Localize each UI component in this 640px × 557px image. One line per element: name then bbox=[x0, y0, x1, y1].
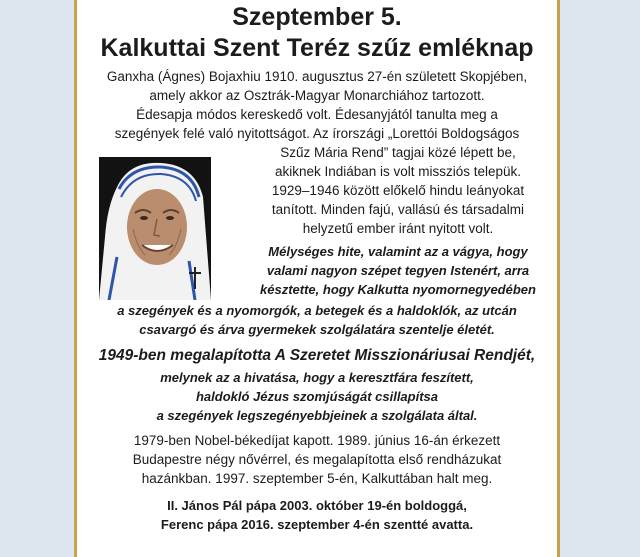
canonization-line: Ferenc pápa 2016. szeptember 4-én szentté avatta. bbox=[160, 517, 474, 532]
bio-line: Édesapja módos kereskedő volt. Édesanyjától tanulta meg a bbox=[136, 107, 498, 122]
nobel-line: Budapestre négy nővérrel, és megalapította első rendházukat bbox=[132, 452, 502, 467]
document-frame bbox=[74, 0, 560, 557]
title-date: Szeptember 5. bbox=[232, 3, 402, 31]
title-feast: Kalkuttai Szent Teréz szűz emléknap bbox=[100, 34, 534, 62]
bio-line: Ganxha (Ágnes) Bojaxhiu 1910. augusztus 27-én született Skopjében, bbox=[106, 69, 528, 84]
faith-line: csavargó és árva gyermekek szolgálatára szentelje életét. bbox=[139, 322, 495, 337]
order-line: haldokló Jézus szomjúságát csillapítsa bbox=[195, 389, 439, 404]
faith-line: valami nagyon szépet tegyen Istenért, arra bbox=[266, 263, 530, 278]
faith-line: a szegények és a nyomorgók, a betegek és a haldoklók, az utcán bbox=[117, 303, 517, 318]
order-heading: 1949-ben megalapította A Szeretet Misszionáriusai Rendjét, bbox=[98, 347, 536, 364]
bio-line: helyzetű ember iránt nyitott volt. bbox=[302, 221, 494, 236]
bio-line: Szűz Mária Rend” tagjai közé lépett be, bbox=[280, 145, 516, 160]
nobel-line: 1979-ben Nobel-békedíjat kapott. 1989. június 16-án érkezett bbox=[133, 433, 501, 448]
order-line: melynek az a hivatása, hogy a keresztfára feszített, bbox=[160, 370, 474, 385]
portrait-image bbox=[99, 157, 211, 300]
bio-line: akiknek Indiában is volt missziós telepük. bbox=[274, 164, 522, 179]
faith-line: Mélységes hite, valamint az a vágya, hogy bbox=[268, 244, 528, 259]
canonization-line: II. János Pál pápa 2003. október 19-én boldoggá, bbox=[167, 498, 467, 513]
order-line: a szegények legszegényebbjeinek a szolgálata által. bbox=[156, 408, 478, 423]
faith-line: késztette, hogy Kalkutta nyomornegyedében bbox=[260, 282, 536, 297]
mother-teresa-portrait bbox=[99, 157, 211, 300]
document-content bbox=[77, 0, 557, 557]
nobel-line: hazánkban. 1997. szeptember 5-én, Kalkuttában halt meg. bbox=[141, 471, 493, 486]
bio-line: szegények felé való nyitottságot. Az írországi „Lorettói Boldogságos bbox=[114, 126, 520, 141]
bio-line: 1929–1946 között előkelő hindu leányokat bbox=[271, 183, 525, 198]
bio-line: tanított. Minden fajú, vallású és társadalmi bbox=[271, 202, 525, 217]
bio-line: amely akkor az Osztrák-Magyar Monarchiához tartozott. bbox=[149, 88, 485, 103]
